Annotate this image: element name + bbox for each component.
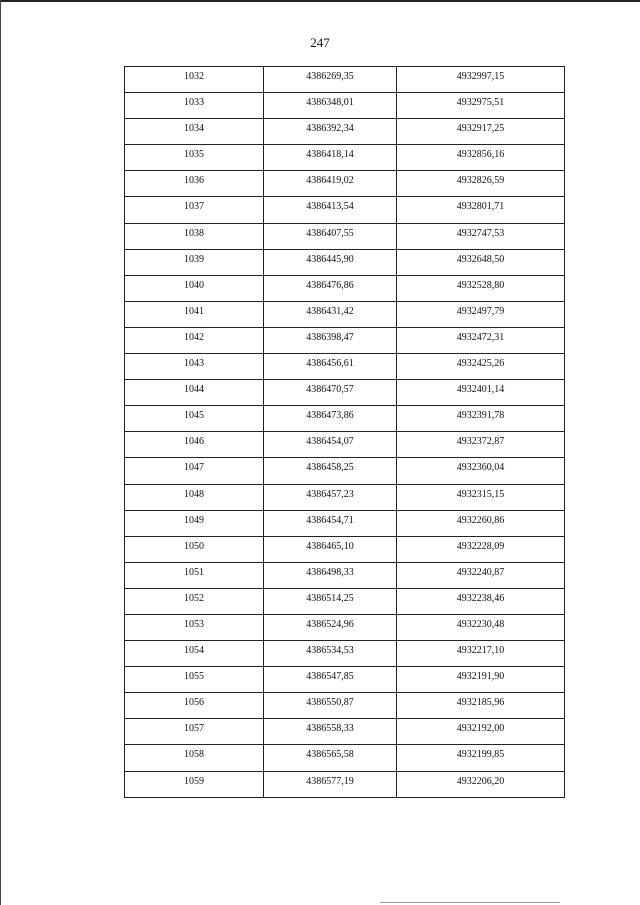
point-number-cell: 1050 (125, 536, 264, 562)
x-coordinate-cell: 4386498,33 (264, 562, 397, 588)
y-coordinate-cell: 4932260,86 (397, 510, 565, 536)
point-number-cell: 1036 (125, 171, 264, 197)
table-row (125, 171, 565, 197)
y-coordinate-cell: 4932747,53 (397, 223, 565, 249)
x-coordinate-cell: 4386473,86 (264, 406, 397, 432)
x-coordinate-cell: 4386407,55 (264, 223, 397, 249)
page-number: 247 (310, 35, 330, 50)
point-number-cell: 1032 (125, 67, 264, 93)
point-number-cell: 1058 (125, 745, 264, 771)
y-coordinate-cell: 4932185,96 (397, 693, 565, 719)
y-coordinate-cell: 4932217,10 (397, 641, 565, 667)
x-coordinate-cell: 4386454,71 (264, 510, 397, 536)
y-coordinate-cell: 4932240,87 (397, 562, 565, 588)
x-coordinate-cell: 4386418,14 (264, 145, 397, 171)
y-coordinate-cell: 4932199,85 (397, 745, 565, 771)
table-row (125, 380, 565, 406)
x-coordinate-cell: 4386470,57 (264, 380, 397, 406)
y-coordinate-cell: 4932856,16 (397, 145, 565, 171)
point-number-cell: 1045 (125, 406, 264, 432)
point-number-cell: 1044 (125, 380, 264, 406)
y-coordinate-cell: 4932230,48 (397, 614, 565, 640)
y-coordinate-cell: 4932401,14 (397, 380, 565, 406)
point-number-cell: 1035 (125, 145, 264, 171)
x-coordinate-cell: 4386458,25 (264, 458, 397, 484)
x-coordinate-cell: 4386465,10 (264, 536, 397, 562)
table-row (125, 641, 565, 667)
point-number-cell: 1037 (125, 197, 264, 223)
point-number-cell: 1055 (125, 667, 264, 693)
x-coordinate-cell: 4386577,19 (264, 771, 397, 797)
y-coordinate-cell: 4932801,71 (397, 197, 565, 223)
y-coordinate-cell: 4932372,87 (397, 432, 565, 458)
table-row (125, 588, 565, 614)
y-coordinate-cell: 4932315,15 (397, 484, 565, 510)
x-coordinate-cell: 4386445,90 (264, 249, 397, 275)
table-row (125, 93, 565, 119)
point-number-cell: 1054 (125, 641, 264, 667)
y-coordinate-cell: 4932528,80 (397, 275, 565, 301)
table-row (125, 484, 565, 510)
table-row (125, 327, 565, 353)
y-coordinate-cell: 4932425,26 (397, 354, 565, 380)
table-row (125, 223, 565, 249)
point-number-cell: 1039 (125, 249, 264, 275)
point-number-cell: 1046 (125, 432, 264, 458)
point-number-cell: 1057 (125, 719, 264, 745)
x-coordinate-cell: 4386456,61 (264, 354, 397, 380)
point-number-cell: 1059 (125, 771, 264, 797)
point-number-cell: 1038 (125, 223, 264, 249)
table-row (125, 119, 565, 145)
table-row (125, 301, 565, 327)
table-row (125, 693, 565, 719)
x-coordinate-cell: 4386514,25 (264, 588, 397, 614)
x-coordinate-cell: 4386524,96 (264, 614, 397, 640)
point-number-cell: 1049 (125, 510, 264, 536)
y-coordinate-cell: 4932228,09 (397, 536, 565, 562)
x-coordinate-cell: 4386454,07 (264, 432, 397, 458)
y-coordinate-cell: 4932206,20 (397, 771, 565, 797)
point-number-cell: 1042 (125, 327, 264, 353)
point-number-cell: 1052 (125, 588, 264, 614)
point-number-cell: 1041 (125, 301, 264, 327)
y-coordinate-cell: 4932192,00 (397, 719, 565, 745)
y-coordinate-cell: 4932497,79 (397, 301, 565, 327)
y-coordinate-cell: 4932238,46 (397, 588, 565, 614)
table-row (125, 510, 565, 536)
x-coordinate-cell: 4386550,87 (264, 693, 397, 719)
table-row (125, 67, 565, 93)
y-coordinate-cell: 4932975,51 (397, 93, 565, 119)
point-number-cell: 1043 (125, 354, 264, 380)
table-row (125, 145, 565, 171)
x-coordinate-cell: 4386348,01 (264, 93, 397, 119)
x-coordinate-cell: 4386419,02 (264, 171, 397, 197)
coordinates-table-body (125, 67, 565, 798)
y-coordinate-cell: 4932391,78 (397, 406, 565, 432)
table-row (125, 562, 565, 588)
y-coordinate-cell: 4932917,25 (397, 119, 565, 145)
x-coordinate-cell: 4386558,33 (264, 719, 397, 745)
x-coordinate-cell: 4386547,85 (264, 667, 397, 693)
point-number-cell: 1056 (125, 693, 264, 719)
table-row (125, 771, 565, 797)
y-coordinate-cell: 4932191,90 (397, 667, 565, 693)
table-row (125, 614, 565, 640)
scan-edge-mark (380, 902, 560, 903)
page-border-top (0, 0, 640, 2)
point-number-cell: 1033 (125, 93, 264, 119)
table-row (125, 354, 565, 380)
page-border-left (0, 0, 1, 905)
table-row (125, 745, 565, 771)
point-number-cell: 1040 (125, 275, 264, 301)
point-number-cell: 1051 (125, 562, 264, 588)
table-row (125, 249, 565, 275)
coordinates-table (124, 66, 565, 798)
table-row (125, 719, 565, 745)
table-row (125, 432, 565, 458)
table-row (125, 406, 565, 432)
y-coordinate-cell: 4932997,15 (397, 67, 565, 93)
x-coordinate-cell: 4386476,86 (264, 275, 397, 301)
x-coordinate-cell: 4386431,42 (264, 301, 397, 327)
table-row (125, 536, 565, 562)
x-coordinate-cell: 4386457,23 (264, 484, 397, 510)
y-coordinate-cell: 4932648,50 (397, 249, 565, 275)
table-row (125, 667, 565, 693)
point-number-cell: 1034 (125, 119, 264, 145)
x-coordinate-cell: 4386534,53 (264, 641, 397, 667)
table-row (125, 275, 565, 301)
x-coordinate-cell: 4386269,35 (264, 67, 397, 93)
x-coordinate-cell: 4386398,47 (264, 327, 397, 353)
x-coordinate-cell: 4386565,58 (264, 745, 397, 771)
x-coordinate-cell: 4386413,54 (264, 197, 397, 223)
y-coordinate-cell: 4932826,59 (397, 171, 565, 197)
point-number-cell: 1048 (125, 484, 264, 510)
point-number-cell: 1053 (125, 614, 264, 640)
table-row (125, 458, 565, 484)
point-number-cell: 1047 (125, 458, 264, 484)
y-coordinate-cell: 4932360,04 (397, 458, 565, 484)
y-coordinate-cell: 4932472,31 (397, 327, 565, 353)
x-coordinate-cell: 4386392,34 (264, 119, 397, 145)
table-row (125, 197, 565, 223)
